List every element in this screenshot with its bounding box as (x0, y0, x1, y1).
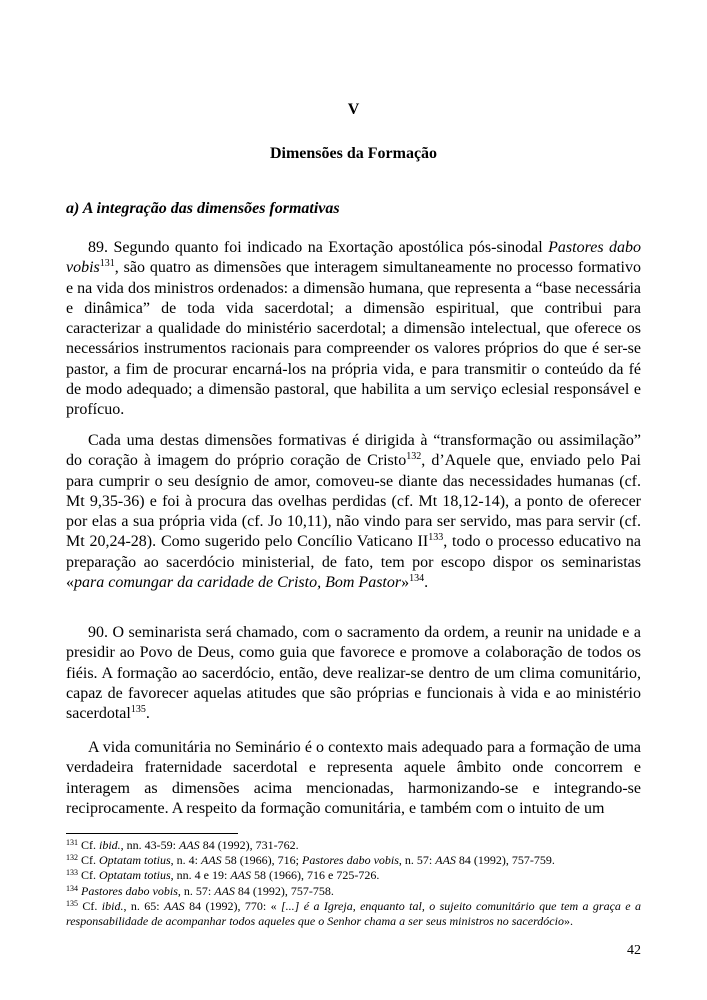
footnote-number: 133 (66, 868, 78, 878)
footnote-italic: AAS (201, 853, 222, 868)
paragraph-text: , d’Aquele que, enviado pelo Pai para cumprir o seu desígnio de amor, comoveu-se diante das necessidades humanas (cf. Mt 9,35-36) e foi à procura das ovelhas perdidas (cf. Mt 18,12-14), a ponto de oferecer por elas a sua própria vida (cf. Jo 10,11), não vindo para ser servido, mas para servir (cf. Mt 20,24-28). Como sugerido pelo Concílio Vaticano II (66, 452, 641, 551)
footnote-131 (66, 838, 641, 853)
footnote-132 (66, 853, 641, 868)
footnote-text: Cf. (78, 838, 99, 852)
footnote-italic: Pastores dabo vobis (302, 853, 399, 868)
footnote-text: 84 (1992), 770: « (184, 898, 281, 913)
footnote-ref: 134 (409, 573, 425, 585)
paragraph-text: A vida comunitária no Seminário é o contexto mais adequado para a formação de uma verdadeira fraternidade sacerdotal e representa aquele âmbito onde concorrem e interagem as dimensões acima mencionadas, harmonizando-se e integrando-se reciprocamente. A respeito da formação comunitária, e também com o intuito de um (66, 739, 641, 817)
footnote-133 (66, 868, 641, 883)
footnote-text: , n. 57: (398, 853, 436, 868)
footnote-text: 84 (1992), 757-759. (455, 853, 555, 868)
footnote-italic: [...] é a Igreja, enquanto tal, o sujeito comunitário que tem a graça e a responsabilidade de acompanhar todos aqueles que o Senhor chama a ser seus ministros no sacerdócio (66, 898, 642, 929)
footnote-italic: Pastores dabo vobis (81, 883, 178, 898)
footnote-separator (66, 833, 238, 834)
paragraph-text: Cada uma destas dimensões formativas é dirigida à “transformação ou assimilação” do coração à imagem do próprio coração de Cristo (66, 432, 641, 470)
paragraph-italic: para comungar da caridade de Cristo, Bom Pastor (74, 574, 402, 592)
paragraph-89 (66, 238, 641, 421)
footnote-number: 132 (66, 853, 78, 863)
footnote-134 (66, 884, 641, 899)
footnote-text: ». (563, 914, 573, 929)
footnote-italic: AAS (214, 883, 235, 898)
footnote-text: 84 (1992), 731-762. (199, 838, 299, 852)
footnote-text: Cf. (78, 868, 99, 883)
footnote-text: 58 (1966), 716; (221, 853, 303, 868)
footnote-text: 58 (1966), 716 e 725-726. (251, 868, 380, 883)
footnote-italic: AAS (179, 838, 200, 852)
footnote-ref: 135 (130, 704, 146, 716)
chapter-title: Dimensões da Formação (269, 145, 438, 162)
footnote-italic: AAS (435, 853, 456, 868)
paragraph-text: , são quatro as dimensões que interagem simultaneamente no processo formativo e na vida dos ministros ordenados: a dimensão humana, que representa a “base necessária e dinâmica” de toda vida sacerdotal; a dimensão espiritual, que contribui para caracterizar a qualidade do ministério sacerdotal; a dimensão intelectual, que oferece os necessários instrumentos racionais para compreender os valores próprios do que é ser-se pastor, a fim de procurar encarná-los na própria vida, e para transmitir o conteúdo da fé de modo adequado; a dimensão pastoral, que habilita a um serviço eclesial responsável e profícuo. (66, 259, 641, 419)
chapter-number: V (347, 101, 360, 118)
paragraph-text: . (424, 574, 429, 592)
paragraph-90 (66, 623, 641, 724)
paragraph-text: 90. O seminarista será chamado, com o sacramento da ordem, a reunir na unidade e a presidir ao Povo de Deus, como guia que favorece e promove a colaboração de todos os fiéis. A formação ao sacerdócio, então, deve realizar-se dentro de um clima comunitário, capaz de favorecer aquelas atitudes que são próprias e funcionais à vida e ao ministério sacerdotal (66, 624, 641, 723)
footnote-italic: AAS (230, 868, 252, 883)
paragraph-90-continued (66, 738, 641, 819)
footnote-ref: 133 (428, 532, 444, 544)
footnote-text: 84 (1992), 757-758. (234, 883, 334, 898)
footnote-italic: ibid. (99, 838, 121, 852)
paragraph-italic: Pastores dabo vobis (66, 239, 642, 277)
footnote-italic: AAS (164, 898, 185, 913)
footnote-text: , nn. 43-59: (120, 838, 180, 852)
section-heading: a) A integração das dimensões formativas (66, 200, 340, 217)
footnote-number: 135 (66, 898, 78, 908)
footnote-text: Cf. (78, 898, 102, 913)
paragraph-text: 89. Segundo quanto foi indicado na Exortação apostólica pós-sinodal (88, 239, 549, 256)
footnote-text: Cf. (78, 853, 99, 868)
footnote-135 (66, 899, 641, 929)
footnote-italic: Optatam totius (99, 853, 171, 868)
footnote-ref: 131 (99, 258, 115, 270)
footnote-text: , n. 65: (123, 898, 164, 913)
paragraph-text: , todo o processo educativo na preparação ao sacerdócio ministerial, de fato, tem por escopo dispor os seminaristas « (66, 533, 641, 592)
footnote-text: , n. 57: (177, 883, 215, 898)
footnote-number: 134 (66, 883, 78, 893)
footnote-text: , nn. 4 e 19: (170, 868, 231, 883)
footnote-italic: Optatam totius (99, 868, 171, 883)
paragraph-text: . (145, 705, 150, 723)
footnote-number: 131 (66, 838, 78, 847)
page-number: 42 (627, 943, 641, 958)
footnote-italic: ibid. (101, 898, 124, 913)
paragraph-89-continued (66, 431, 641, 593)
footnotes (66, 838, 641, 929)
footnote-text: , n. 4: (170, 853, 202, 868)
footnote-ref: 132 (406, 451, 422, 463)
paragraph-text: » (401, 574, 410, 592)
